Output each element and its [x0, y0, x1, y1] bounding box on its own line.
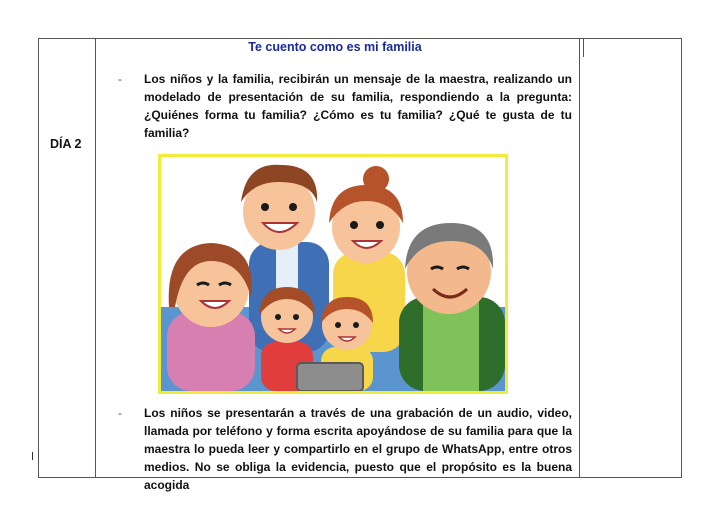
instruction-paragraph-1: Los niños y la familia, recibirán un mensaje de la maestra, realizando un modelado de presentación de su familia, respondiendo a la pregunta: ¿Quiénes forma tu familia? ¿Cómo es tu familia? ¿Qué te gusta de tu familia?	[144, 72, 572, 140]
column-divider-header-mark	[583, 39, 584, 57]
column-divider-day	[95, 39, 96, 478]
bullet-marker-2: -	[118, 406, 122, 420]
activity-title: Te cuento como es mi familia	[248, 40, 422, 54]
family-illustration	[158, 154, 508, 394]
column-divider-right	[579, 39, 580, 478]
family-cartoon-image	[161, 157, 505, 391]
bullet-marker: -	[118, 72, 122, 86]
margin-mark	[32, 452, 33, 460]
day-label: DÍA 2	[50, 137, 82, 151]
instruction-paragraph-2: Los niños se presentarán a través de una grabación de un audio, video, llamada por teléfono y forma escrita apoyándose de su familia para que la maestra lo pueda leer y compartirlo en el grupo de WhatsApp, entre otros medios. No se obliga la evidencia, puesto que el propósito es la buena acogida	[144, 406, 572, 492]
